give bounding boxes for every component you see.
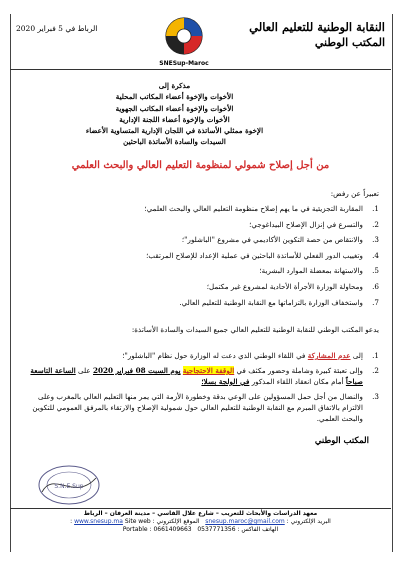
recipient-line: السيدات والسادة الأساتذة الباحثين xyxy=(123,137,226,147)
header-divider xyxy=(10,69,391,70)
snesup-logo-icon xyxy=(164,16,204,60)
highlighted-text: الوقفة الاحتجاجية xyxy=(182,366,235,375)
list-item: 3. والنضال من أجل حمل المسؤولين على الوعي بدقة وخطورة الأزمة التي يمر منها التعليم العالي بالمغرب وعلى الالتزام بالاتفاق المبرم مع النقابة الوطنية للتعليم العالي حول شمولية الإصلاح والارتقاء بالمرفق العمومي للتكوين والبحث العلمي. xyxy=(32,392,379,423)
place-text: في الولجة بسلا؛ xyxy=(201,377,250,386)
footer-divider xyxy=(10,508,391,509)
list-item: 2. وإلى تعبئة كبيرة وشاملة وحضور مكثف في الوقفة الاحتجاجية يوم السبت 08 فبراير 2020 على الساعة التاسعة صباحاً أمام مكان انعقاد اللقاء المذكور في الولجة بسلا؛ xyxy=(30,366,379,386)
time-text: الساعة التاسعة صباحاً xyxy=(30,366,363,386)
document-title: من أجل إصلاح شمولي لمنظومة التعليم العالي والبحث العلمي xyxy=(71,160,330,171)
date-text: يوم السبت 08 فبراير 2020 xyxy=(93,366,181,375)
bureau-name: المكتب الوطني xyxy=(314,36,385,49)
footer-contacts: البريد الإلكتروني : snesup.maroc@gmail.com الموقع الإلكتروني : www.snesup.ma Site web : xyxy=(70,518,331,526)
call-paragraph: يدعو المكتب الوطني للنقابة الوطنية للتعليم العالي جميع السيدات والسادة الأساتذة: xyxy=(131,325,379,334)
memo-heading: مذكرة إلى xyxy=(158,81,191,90)
signature: المكتب الوطني xyxy=(314,436,369,446)
footer xyxy=(12,510,389,535)
recipient-line: الأخوات والإخوة أعضاء المكاتب المحلية xyxy=(115,92,234,102)
footer-address: معهد الدراسات والأبحاث للتعريب – شارع علال الفاسي – مدينة العرفان – الرباط xyxy=(83,510,318,517)
website-link[interactable]: www.snesup.ma xyxy=(74,518,123,526)
logo-caption: SNESup-Maroc xyxy=(159,60,209,67)
organization-name: النقابة الوطنية للتعليم العالي xyxy=(249,20,385,34)
stamp-icon xyxy=(34,462,104,508)
footer-phones: الهاتف الفاكس : 0537771356 Portable : 0661409663 xyxy=(122,526,279,534)
recipient-line: الإخوة ممثلي الأساتذة في اللجان الإدارية المتساوية الأعضاء xyxy=(85,126,264,136)
svg-text:S.N.E.Sup: S.N.E.Sup xyxy=(54,483,84,490)
list-item: 4. وتغييب الدور الفعلي للأساتذة الباحثين في عملية الإعداد للإصلاح المرتقب؛ xyxy=(146,250,379,260)
emphasis-text: عدم المشاركة xyxy=(307,351,351,360)
list-item: 5. والاستهانة بمعضلة الموارد البشرية؛ xyxy=(259,266,379,276)
recipient-line: الأخوات والإخوة أعضاء المكاتب الجهوية xyxy=(115,103,234,113)
rejection-list xyxy=(22,201,379,310)
list-item: 7. واستخفاف الوزارة بالتزاماتها مع النقابة الوطنية للتعليم العالي. xyxy=(179,297,379,307)
list-item: 1. المقاربة التجزيئية في ما يهم إصلاح منظومة التعليم العالي والبحث العلمي؛ xyxy=(144,204,379,213)
list-item: 2. والتسرع في إنزال الإصلاح البيداغوجي؛ xyxy=(249,219,379,229)
list-item: 6. ومحاولة الوزارة الأجرأة الأحادية لمشروع غير مكتمل؛ xyxy=(206,281,379,291)
intro-text: تعبيراً عن رفض: xyxy=(330,189,379,198)
list-item: 3. والانتقاص من حصة التكوين الأكاديمي في مشروع "الباشلور"؛ xyxy=(181,235,379,245)
list-item: 1. إلى عدم المشاركة في اللقاء الوطني الذي دعت له الوزارة حول نظام "الباشلور"؛ xyxy=(122,351,379,360)
email-link[interactable]: snesup.maroc@gmail.com xyxy=(205,518,285,526)
organization-block xyxy=(249,20,385,50)
memo-recipients xyxy=(20,80,329,148)
letter-date: الرباط في 5 فبراير 2020 xyxy=(16,24,98,33)
action-list xyxy=(22,350,379,428)
recipient-line: الأخوات والإخوة أعضاء اللجنة الإدارية xyxy=(119,114,230,124)
